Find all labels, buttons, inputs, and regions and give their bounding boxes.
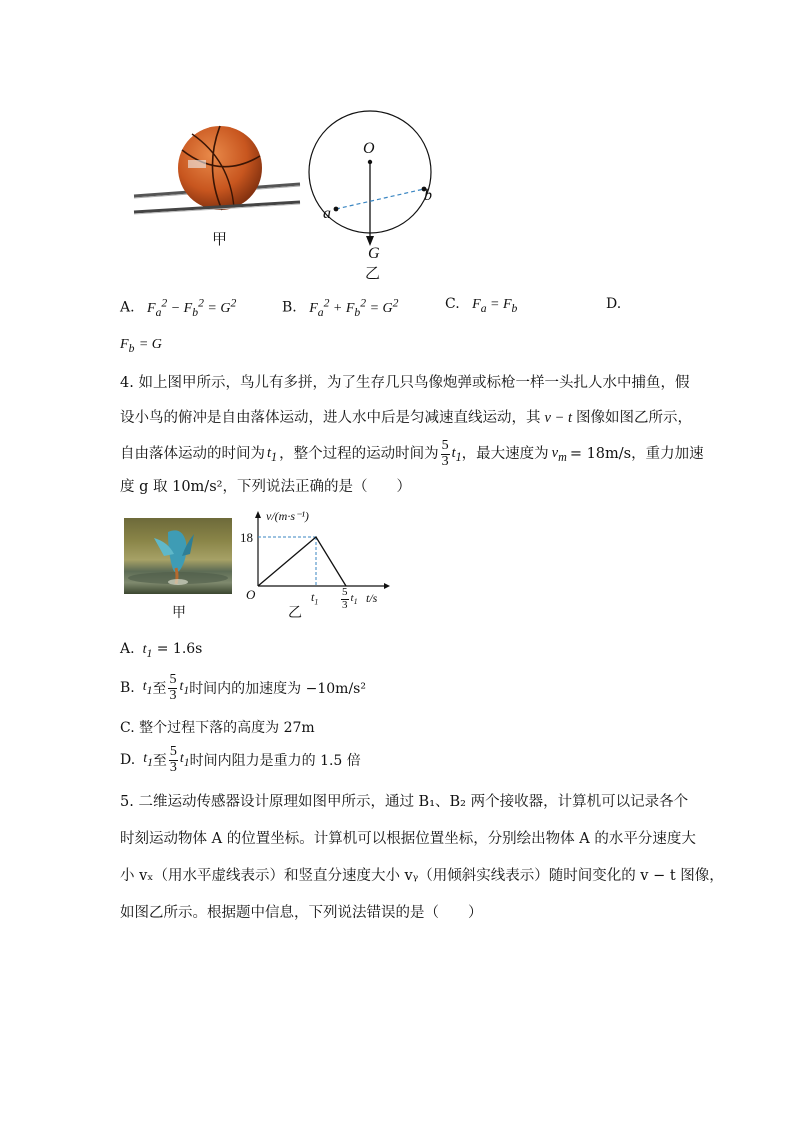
q3-option-D-formula: $F_b = G$ (120, 337, 162, 355)
q4-option-C: C. 整个过程下落的高度为 27m (120, 720, 315, 736)
q4-option-D: D. $t_1$ 至 $\frac{5}{3}$ $t_1$ 时间内阻力是重力的 1.5 倍 (120, 743, 361, 775)
q5-line-2: 时刻运动物体 A 的位置坐标。计算机可以根据位置坐标，分别绘出物体 A 的水平分速度大 (120, 831, 696, 847)
q5-line-1: 5. 二维运动传感器设计原理如图甲所示，通过 B₁、B₂ 两个接收器，计算机可以记录各个 (120, 794, 689, 810)
point-a-label: a (323, 205, 331, 222)
kingfisher-photo (124, 518, 232, 594)
q4-graph-label: 乙 (288, 605, 302, 621)
q3-option-C: C. $F_a = F_b$ (445, 296, 518, 315)
q5-line-4: 如图乙所示。根据题中信息，下列说法错误的是（ ） (120, 905, 483, 921)
point-a-dot (334, 207, 339, 212)
point-b-label: b (424, 187, 432, 204)
q4-line-1: 4. 如上图甲所示，鸟儿有多拼，为了生存几只鸟像炮弹或标枪一样一头扎人水中捕鱼，假 (120, 375, 690, 391)
figure-jia-basketball (132, 120, 302, 220)
point-O-label: O (363, 140, 375, 157)
graph-5-3-t1-label: $\frac{5}{3}$ $t_1$ (342, 586, 358, 611)
figure-yi-label: 乙 (365, 264, 381, 282)
q3-option-C-formula: $F_a = F_b$ (472, 297, 518, 315)
graph-y18: 18 (240, 530, 253, 545)
figure-jia-label: 甲 (212, 230, 228, 248)
force-G-label: G (368, 245, 380, 262)
q3-option-D: D. (606, 296, 622, 312)
q4-option-A: A. $t_1 = 1.6s$ (120, 641, 203, 660)
vt-line (258, 537, 346, 586)
chord-ab (336, 189, 424, 209)
kingfisher-illustration (124, 518, 232, 594)
graph-origin: O (246, 587, 256, 602)
q5-line-3: 小 vₓ（用水平虚线表示）和竖直分速度大小 vᵧ（用倾斜实线表示）随时间变化的 v − t 图像， (120, 868, 724, 884)
graph-xlabel: t/s (366, 591, 378, 605)
fraction-5-3: $\frac{5}{3}$ (441, 437, 449, 469)
q3-option-B: B. $F_a^2 + F_b^2 = G^2$ (282, 296, 399, 319)
basketball-rails-illustration (132, 120, 302, 220)
q3-option-A-formula: $F_a^2 - F_b^2 = G^2$ (147, 296, 237, 319)
q3-option-B-formula: $F_a^2 + F_b^2 = G^2$ (309, 296, 399, 319)
q4-photo-label: 甲 (172, 605, 186, 621)
q4-line-3: 自由落体运动的时间为 $t_1$ ，整个过程的运动时间为 $\frac{5}{3}$ $t_1$ ，最大速度为 $v_m$ = 18m/s ，重力加速 (120, 437, 704, 469)
q4-line-4: 度 g 取 10m/s²，下列说法正确的是（ ） (120, 479, 411, 495)
q4-option-B: B. $t_1$ 至 $\frac{5}{3}$ $t_1$ 时间内的加速度为 −10m/s² (120, 671, 366, 703)
graph-ylabel: v/(m·s⁻¹) (266, 509, 309, 523)
q3-option-A: A. $F_a^2 - F_b^2 = G^2$ (120, 296, 237, 319)
graph-t1-label: $t_1$ (311, 590, 319, 607)
q4-line-2: 设小鸟的俯冲是自由落体运动，进人水中后是匀减速直线运动，其 v − t 图像如图乙所示， (120, 410, 692, 426)
